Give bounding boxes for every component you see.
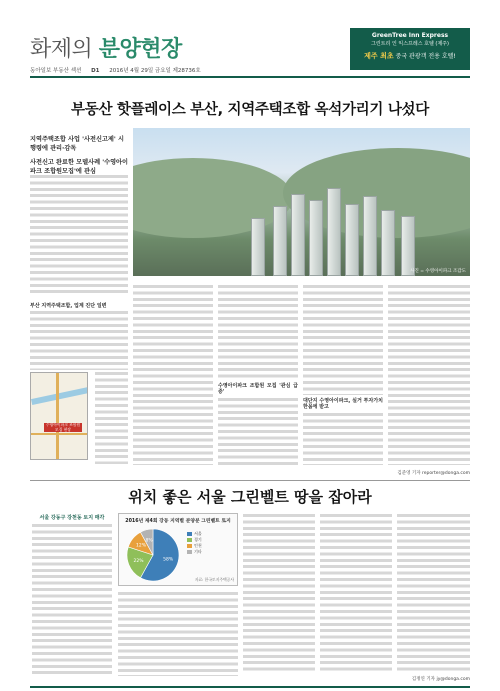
section-head-2: 수영아이파크 조합원 모집 '관심 급증' <box>218 383 298 396</box>
subhead-1: 지역주택조합 사업 '사전신고제' 시행령에 관리·감독 <box>30 136 124 152</box>
dateline <box>30 66 470 78</box>
ad-highlight: 제주 최초 <box>364 52 394 60</box>
article1-photo <box>133 128 470 276</box>
body-text-col-2 <box>133 285 213 465</box>
ad-rest: 중국 관광객 전용 호텔! <box>393 53 456 60</box>
photo-caption: 사진 = 수영아이파크 조감도 <box>410 269 466 274</box>
article1-headline: 부동산 핫플레이스 부산, 지역주택조합 옥석가리기 나섰다 <box>71 102 429 118</box>
article2-text-col-5 <box>397 514 470 674</box>
body-text-col-1 <box>30 175 128 295</box>
pie-chart-svg <box>123 526 183 584</box>
ad-line-1: GreenTree Inn Express <box>371 32 449 39</box>
body-text-col-3 <box>218 285 298 465</box>
legend-swatch <box>187 550 192 554</box>
body-text-col-5 <box>388 285 470 465</box>
article2-text-col-4 <box>320 514 392 674</box>
map-location-pin: 수영아이파크 조합원 모집 현장 <box>45 422 81 432</box>
chart-title: 2016년 제4회 강동 지역별 분양분 그린벨트 토지 <box>125 519 231 524</box>
pie-slice-label-2: 12% <box>135 543 146 549</box>
ad-line-3 <box>350 51 470 61</box>
publish-date: 2016년 4월 29일 금요일 제28736호 <box>109 68 201 74</box>
chart-legend <box>187 531 237 555</box>
pie-slice-label-3: 8% <box>145 538 153 544</box>
section-title <box>30 32 182 63</box>
legend-label: 기타 <box>194 549 202 554</box>
body-text-col-1c <box>95 372 128 464</box>
article2-text-col-3 <box>243 514 315 674</box>
body-text-col-1b <box>30 300 128 370</box>
article2-text-col-2 <box>118 592 238 676</box>
section-head-1: 부산 지역주택조합, 업계 진단 일변 <box>30 303 107 309</box>
article2-text-col-1 <box>32 524 112 674</box>
pie-chart <box>118 513 238 586</box>
hotel-ad-banner[interactable] <box>350 28 470 70</box>
page-number: D1 <box>91 68 100 74</box>
legend-item-3 <box>187 549 237 555</box>
chart-source: 자료: 한국토지주택공사 <box>194 577 234 582</box>
legend-label: 경기 <box>194 537 202 542</box>
legend-swatch <box>187 538 192 542</box>
article2-headline: 위치 좋은 서울 그린벨트 땅을 잡아라 <box>128 488 372 506</box>
section-divider <box>30 480 470 481</box>
subhead-2: 사전신고 완료한 모델사례 '수영아이파크 조합원모집'에 관심 <box>30 159 129 175</box>
body-text-col-4 <box>303 285 383 465</box>
location-map[interactable] <box>30 372 88 460</box>
section-title-highlight: 분양현장 <box>98 37 182 62</box>
pie-slice-label-0: 58% <box>163 557 174 563</box>
section-head-3: 대단지 수영아이파크, 실거 투자가치 한몸에 받고 <box>303 398 383 411</box>
paper-name: 동아일보 부동산 섹션 <box>30 68 82 74</box>
footer-rule <box>30 686 470 688</box>
legend-swatch <box>187 532 192 536</box>
pie-slice-label-1: 22% <box>133 559 144 565</box>
section-title-plain: 화제의 <box>30 37 99 62</box>
article1-byline: 김준영 기자 reporter@donga.com <box>397 471 470 476</box>
article2-byline: 김정연 기자 jy@donga.com <box>411 677 470 682</box>
sidebar-box-title: 서울 강동구 강천동 토지 매각 <box>39 515 105 521</box>
legend-swatch <box>187 544 192 548</box>
legend-label: 서울 <box>194 531 202 536</box>
ad-line-2: 그린트리 인 익스프레스 호텔 (제주) <box>371 41 449 47</box>
legend-label: 인천 <box>194 543 202 548</box>
